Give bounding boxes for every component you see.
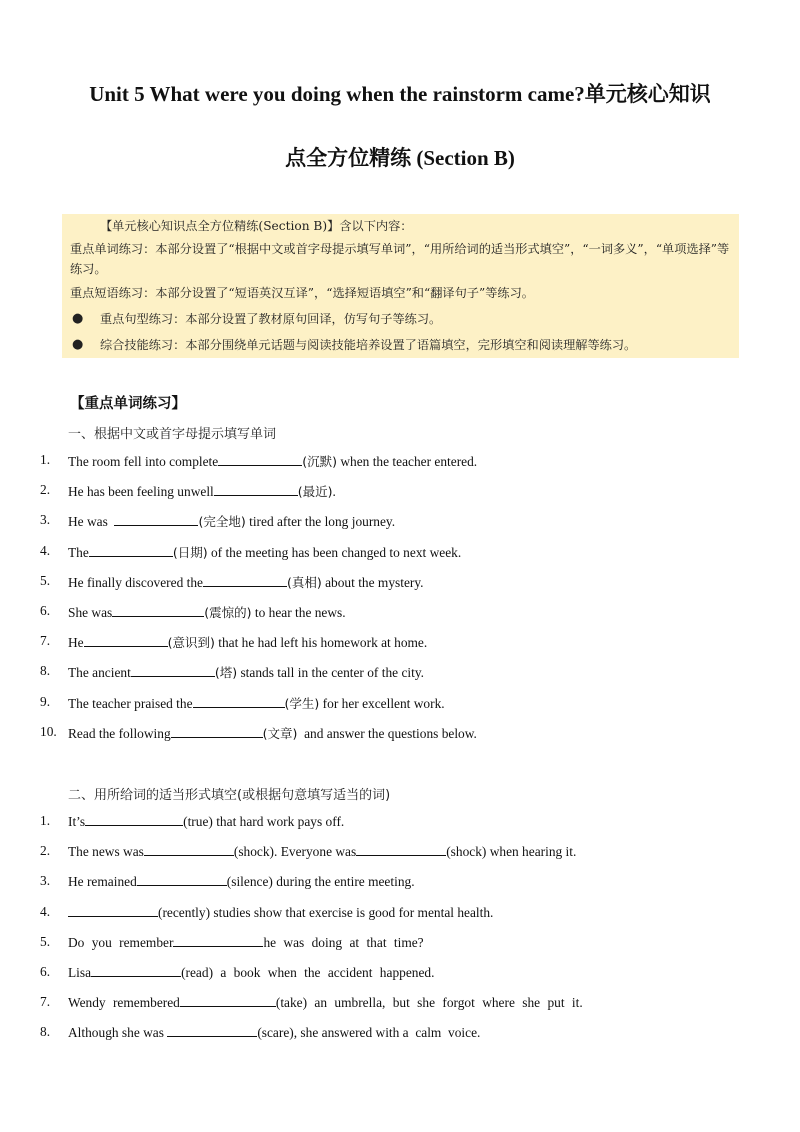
question-text: He remained <box>68 874 137 890</box>
question-number: 3. <box>40 512 51 528</box>
question-text: The news was <box>68 844 144 860</box>
question-number: 8. <box>40 1024 51 1040</box>
bullet-icon: ● <box>72 311 84 326</box>
answer-blank[interactable] <box>91 964 181 977</box>
question-number: 5. <box>40 933 51 949</box>
question-text: (true) that hard work pays off. <box>183 814 345 829</box>
page-title-line-2: 点全方位精练 (Section B) <box>285 146 515 170</box>
answer-blank[interactable] <box>180 994 276 1007</box>
question-text: to hear the news. <box>251 604 346 620</box>
question-hint: (震惊的) <box>204 604 252 620</box>
question-item <box>0 663 800 693</box>
question-text: (scare), she answered with a calm voice. <box>257 1025 481 1041</box>
question-text: Lisa <box>68 964 92 980</box>
question-text: It’s <box>68 814 86 829</box>
question-text: Wendy remembered <box>68 995 180 1011</box>
question-text: She was <box>68 604 113 620</box>
question-number: 2. <box>40 482 51 498</box>
question-item <box>0 452 800 482</box>
bullet-icon: ● <box>72 337 84 352</box>
question-item <box>0 633 800 663</box>
answer-blank[interactable] <box>214 483 298 496</box>
question-text: . <box>332 484 336 500</box>
question-item <box>0 512 800 542</box>
question-text: Do you remember <box>68 934 174 950</box>
answer-blank[interactable] <box>137 873 227 886</box>
answer-blank[interactable] <box>89 544 173 557</box>
intro-paragraph-phrases: 重点短语练习：本部分设置了“短语英汉互译”，“选择短语填空”和“翻译句子”等练习。 <box>70 286 534 300</box>
intro-bullet-text: 综合技能练习：本部分围绕单元话题与阅读技能培养设置了语篇填空，完形填空和阅读理解等练习。 <box>100 338 637 352</box>
question-text: The ancient <box>68 665 131 681</box>
question-number: 6. <box>40 963 51 979</box>
intro-box <box>62 214 739 358</box>
part1-list <box>0 452 800 754</box>
part1-heading: 一、根据中文或首字母提示填写单词 <box>68 427 277 442</box>
answer-blank[interactable] <box>84 634 168 647</box>
question-text: He was <box>68 514 115 530</box>
question-hint: (塔) <box>214 665 238 681</box>
question-number: 4. <box>40 903 51 919</box>
question-item <box>0 904 800 934</box>
page-title-line-1: Unit 5 What were you doing when the rainstorm came?单元核心知识 <box>89 82 711 106</box>
question-text: The teacher praised the <box>68 695 193 711</box>
answer-blank[interactable] <box>131 664 215 677</box>
question-item <box>0 543 800 573</box>
question-hint: (文章) <box>262 725 298 741</box>
intro-paragraph-words: 重点单词练习：本部分设置了“根据中文或首字母提示填写单词”，“用所给词的适当形式填空”，“一词多义”，“单项选择”等练习。 <box>70 242 730 276</box>
question-hint: (日期) <box>172 544 208 560</box>
intro-heading: 【单元核心知识点全方位精练(Section B)】含以下内容： <box>100 219 413 233</box>
question-item <box>0 964 800 994</box>
question-hint: (沉默) <box>302 454 337 469</box>
answer-blank[interactable] <box>193 695 285 708</box>
question-item <box>0 843 800 873</box>
question-hint: (完全地) <box>198 514 246 530</box>
question-text: The <box>68 544 89 560</box>
answer-blank[interactable] <box>112 604 204 617</box>
question-text: (shock) when hearing it. <box>446 844 577 860</box>
question-text: (read) a book when the accident happened. <box>181 964 435 980</box>
answer-blank[interactable] <box>203 574 287 587</box>
question-hint: (最近) <box>297 484 333 500</box>
question-text: he was doing at that time? <box>263 934 424 950</box>
question-text: He has been feeling unwell <box>68 484 214 500</box>
question-number: 4. <box>40 542 51 558</box>
intro-bullet-text: 重点句型练习：本部分设置了教材原句回译，仿写句子等练习。 <box>100 312 442 326</box>
answer-blank[interactable] <box>218 453 302 466</box>
question-text: stands tall in the center of the city. <box>237 665 425 681</box>
question-number: 5. <box>40 572 51 588</box>
question-text: and answer the questions below. <box>297 725 477 741</box>
question-number: 10. <box>40 723 57 739</box>
question-item <box>0 694 800 724</box>
question-text: about the mystery. <box>321 574 424 590</box>
question-text: of the meeting has been changed to next week. <box>207 544 462 560</box>
question-item <box>0 873 800 903</box>
question-text: Read the following <box>68 725 171 741</box>
section-heading: 【重点单词练习】 <box>70 396 186 412</box>
answer-blank[interactable] <box>144 843 234 856</box>
question-number: 1. <box>40 452 51 467</box>
question-item <box>0 994 800 1024</box>
question-item <box>0 573 800 603</box>
question-number: 8. <box>40 663 51 679</box>
question-hint: (意识到) <box>167 635 215 651</box>
question-text: when the teacher entered. <box>337 454 478 469</box>
question-number: 3. <box>40 873 51 889</box>
question-number: 7. <box>40 633 51 649</box>
question-text: Although she was <box>68 1025 168 1041</box>
question-text: The room fell into complete <box>68 454 219 469</box>
answer-blank[interactable] <box>114 513 198 526</box>
question-item <box>0 603 800 633</box>
question-number: 6. <box>40 602 51 618</box>
question-item <box>0 482 800 512</box>
question-text: (silence) during the entire meeting. <box>226 874 415 890</box>
question-text: He <box>68 635 84 651</box>
question-item <box>0 934 800 964</box>
part2-heading: 二、用所给词的适当形式填空(或根据句意填写适当的词) <box>68 788 391 803</box>
answer-blank[interactable] <box>85 813 183 826</box>
question-text: tired after the long journey. <box>245 514 396 530</box>
answer-blank[interactable] <box>356 843 446 856</box>
question-text: (shock). Everyone was <box>233 844 357 860</box>
question-hint: (学生) <box>284 695 320 711</box>
question-text: for her excellent work. <box>319 695 445 711</box>
question-item <box>0 724 800 754</box>
question-text: that he had left his homework at home. <box>214 635 428 651</box>
answer-blank[interactable] <box>167 1024 257 1037</box>
question-text: He finally discovered the <box>68 574 203 590</box>
answer-blank[interactable] <box>171 725 263 738</box>
answer-blank[interactable] <box>173 934 263 947</box>
question-item <box>0 813 800 843</box>
question-number: 2. <box>40 843 51 859</box>
answer-blank[interactable] <box>68 904 158 917</box>
question-number: 1. <box>40 813 51 828</box>
question-item <box>0 1024 800 1054</box>
intro-bullet-sentences <box>70 309 731 329</box>
question-hint: (真相) <box>286 574 322 590</box>
question-text: (take) an umbrella, but she forgot where she put it. <box>275 995 583 1011</box>
intro-bullet-skills <box>70 335 731 355</box>
question-number: 7. <box>40 994 51 1010</box>
part2-list <box>0 813 800 1055</box>
question-text: (recently) studies show that exercise is good for mental health. <box>158 904 494 920</box>
question-number: 9. <box>40 693 51 709</box>
